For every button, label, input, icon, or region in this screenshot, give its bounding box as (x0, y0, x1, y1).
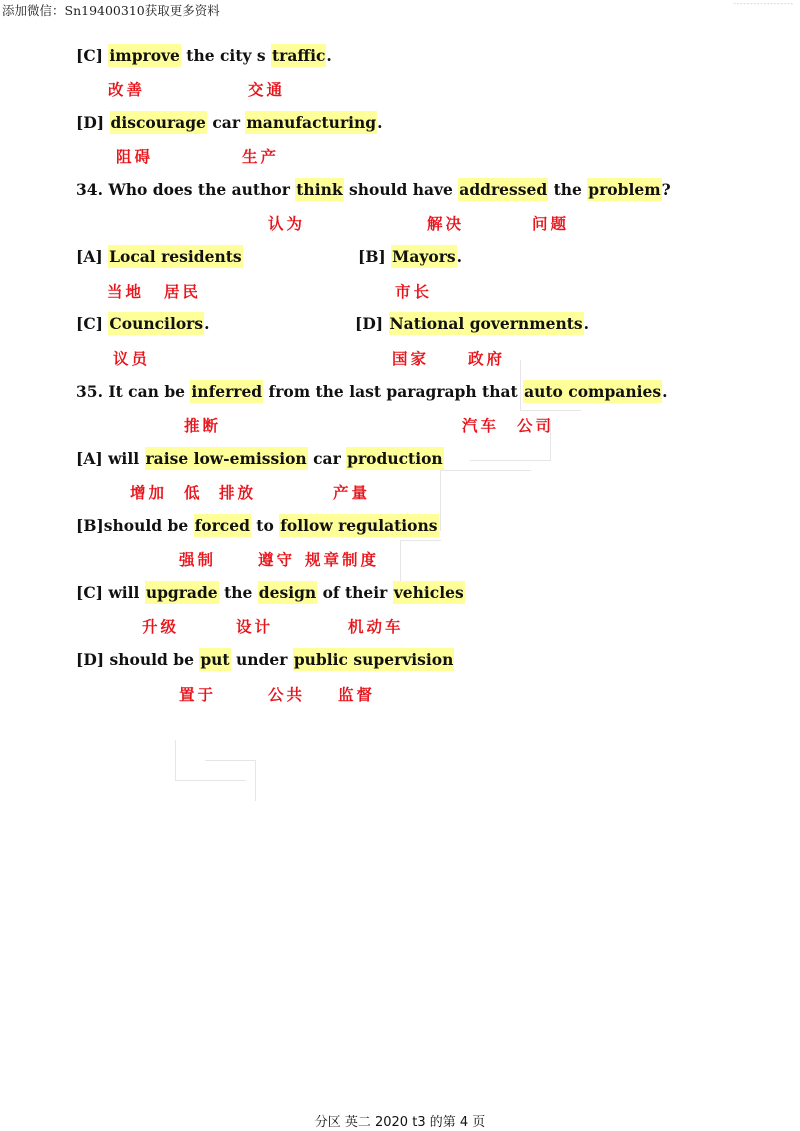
highlighted-word: auto companies (524, 382, 662, 401)
highlighted-word: National governments (389, 314, 583, 333)
highlighted-word: raise low-emission (145, 449, 307, 468)
annotation-text: 阻碍 (116, 148, 154, 166)
annotation-text: 产量 (333, 484, 371, 502)
line-text: . (326, 46, 332, 65)
annotation-text: 市长 (395, 283, 433, 301)
line-text: [B] (358, 247, 392, 266)
highlighted-word: public supervision (293, 650, 454, 669)
annotation-text: 居民 (164, 283, 202, 301)
highlighted-word: think (296, 180, 343, 199)
highlighted-word: problem (588, 180, 661, 199)
annotation-text: 汽车 (462, 417, 500, 435)
annotation-text: 强制 (179, 551, 217, 569)
line-text: to (250, 516, 280, 535)
annotation-text: 问题 (532, 215, 570, 233)
annotation-text: 国家 (392, 350, 430, 368)
line-text: of their (317, 583, 393, 602)
annotation-text: 推断 (184, 417, 222, 435)
highlighted-word: Mayors (392, 247, 456, 266)
faint-mark (205, 760, 256, 801)
highlighted-word: improve (109, 46, 180, 65)
annotation-text: 监督 (338, 686, 376, 704)
annotation-text: 当地 (107, 283, 145, 301)
highlighted-word: forced (194, 516, 250, 535)
highlighted-word: design (258, 583, 317, 602)
annotation-text: 公司 (517, 417, 555, 435)
highlighted-word: upgrade (145, 583, 218, 602)
highlighted-word: addressed (459, 180, 548, 199)
line-d35 (76, 648, 454, 671)
line-text: car (307, 449, 347, 468)
annotation-text: 议员 (113, 350, 151, 368)
annotation-text: 置于 (179, 686, 217, 704)
annotation-text: 认为 (268, 215, 306, 233)
line-text: . (377, 113, 383, 132)
line-a35 (76, 447, 444, 470)
line-d33 (76, 111, 383, 134)
line-c35 (76, 581, 465, 604)
line-text: the city s (180, 46, 271, 65)
highlighted-word: vehicles (393, 583, 464, 602)
highlighted-word: inferred (191, 382, 263, 401)
annotation-text: 生产 (242, 148, 280, 166)
line-text: . (456, 247, 463, 266)
line-text: [D] (355, 314, 389, 333)
highlighted-word: Councilors (109, 314, 204, 333)
highlighted-word: put (200, 650, 230, 669)
line-text: . (583, 314, 590, 333)
annotation-text: 低 (184, 484, 203, 502)
line-text: 34. Who does the author (76, 180, 296, 199)
annotation-text: 升级 (142, 618, 180, 636)
highlighted-word: discourage (110, 113, 206, 132)
line-text: [B]should be (76, 516, 194, 535)
line-text: car (206, 113, 246, 132)
line-text: [A] will (76, 449, 145, 468)
highlighted-word: Local residents (109, 247, 242, 266)
annotation-text: 增加 (130, 484, 168, 502)
line-text: should have (343, 180, 459, 199)
line-a34 (76, 245, 243, 268)
line-text: [C] will (76, 583, 145, 602)
watermark-text: 添加微信：Sn19400310获取更多资料 (2, 3, 220, 18)
line-b35 (76, 514, 439, 537)
line-text: [C] (76, 46, 109, 65)
annotation-text: 解决 (427, 215, 465, 233)
line-text: . (204, 314, 210, 333)
highlighted-word: production (347, 449, 443, 468)
annotation-text: 机动车 (348, 618, 404, 636)
highlighted-word: follow regulations (280, 516, 438, 535)
line-q35 (76, 380, 668, 403)
line-text: from the last paragraph that (263, 382, 524, 401)
line-text: the (548, 180, 588, 199)
page-footer: 分区 英二 2020 t3 的第 4 页 (314, 1115, 486, 1130)
line-c33 (76, 44, 332, 67)
line-text: [D] should be (76, 650, 200, 669)
annotation-text: 政府 (468, 350, 506, 368)
line-d34 (355, 312, 589, 335)
faint-mark (440, 470, 531, 531)
line-text: under (230, 650, 293, 669)
line-b34 (358, 245, 462, 268)
line-text: [C] (76, 314, 109, 333)
annotation-text: 设计 (236, 618, 274, 636)
annotation-text: 规章制度 (305, 551, 380, 569)
line-text: the (218, 583, 258, 602)
annotation-text: 排放 (219, 484, 257, 502)
highlighted-word: traffic (272, 46, 326, 65)
annotation-text: 交通 (248, 81, 286, 99)
annotation-text: 遵守 (258, 551, 296, 569)
annotation-text: 公共 (268, 686, 306, 704)
header-mark: ------------------ (733, 0, 794, 8)
highlighted-word: manufacturing (246, 113, 377, 132)
annotation-text: 改善 (108, 81, 146, 99)
line-text: . (662, 382, 668, 401)
line-text: ? (661, 180, 671, 199)
line-text: [A] (76, 247, 109, 266)
line-text: [D] (76, 113, 110, 132)
line-q34 (76, 178, 671, 201)
line-c34 (76, 312, 209, 335)
line-text: 35. It can be (76, 382, 191, 401)
